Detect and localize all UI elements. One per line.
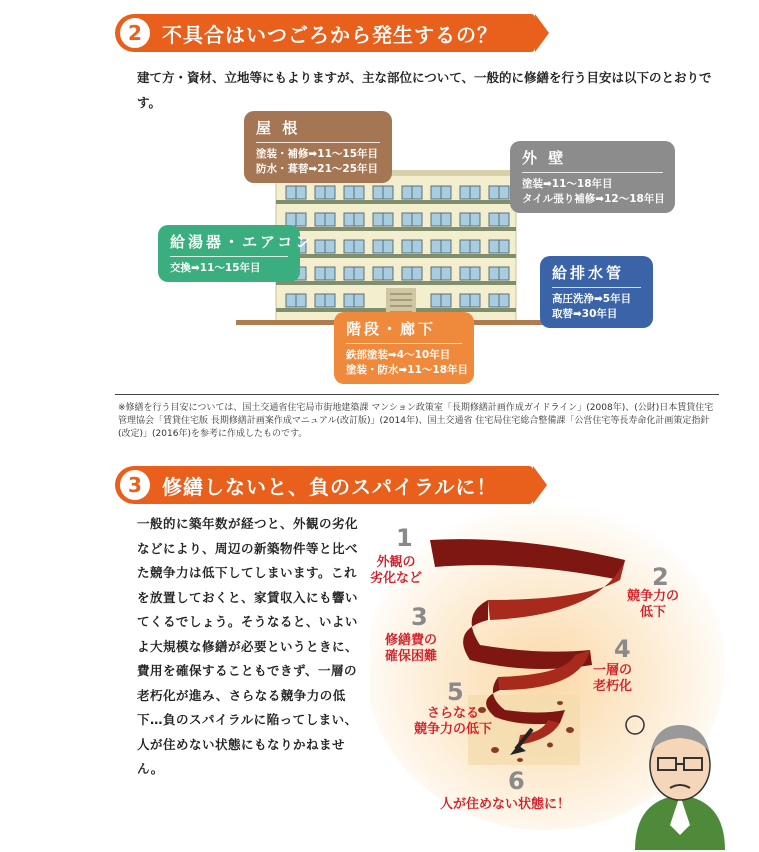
- spiral-step-3-number: 3: [411, 603, 428, 631]
- wall-label: [510, 141, 675, 213]
- roof-label-title: 屋 根: [256, 117, 380, 143]
- section-2-header: [115, 14, 535, 52]
- section-2-number: 2: [120, 18, 150, 48]
- spiral-step-6-label: [440, 797, 570, 813]
- water-pipe-label-line-1: 高圧洗浄➡5年目: [552, 293, 632, 305]
- roof-label-line-2: 防水・葺替➡21〜25年目: [256, 163, 379, 175]
- spiral-step-3-text: 修繕費の 確保困難: [385, 633, 438, 664]
- water-pipe-label: [540, 256, 653, 328]
- aircon-label: [158, 225, 314, 282]
- spiral-step-2-label: [627, 589, 679, 621]
- roof-label: [244, 111, 392, 183]
- water-pipe-label-line-2: 取替➡30年目: [552, 308, 618, 320]
- spiral-step-4-text: 一層の 老朽化: [593, 663, 633, 694]
- section-3-title: 修繕しないと、負のスパイラルに！: [162, 474, 498, 499]
- spiral-step-2-number: 2: [652, 563, 669, 591]
- wall-label-line-1: 塗装➡11〜18年目: [522, 178, 613, 190]
- stairs-label-line-1: 鉄部塗装➡4〜10年目: [346, 349, 451, 361]
- spiral-step-5-text: さらなる 競争力の低下: [414, 706, 493, 737]
- spiral-step-3-label: [385, 633, 437, 665]
- stairs-label-line-2: 塗装・防水➡11〜18年目: [346, 364, 469, 376]
- section-3-body: 一般的に築年数が経つと、外観の劣化などにより、周辺の新築物件等と比べた競争力は低下してしまいます。これを放置しておくと、家賃収入にも響いてくるでしょう。そうなると、いよいよ大規模な修繕が必要というときに、費用を確保することもできず、一層の老朽化が進み、さらなる競争力の低下…負のスパイラルに陥ってしまい、人が住めない状態にもなりかねません。: [137, 516, 359, 776]
- aircon-label-title: 給湯器・エアコン: [170, 231, 288, 257]
- section-3-number: 3: [120, 470, 150, 500]
- aircon-label-line-1: 交換➡11〜15年目: [170, 262, 261, 274]
- section-3-header: [115, 466, 533, 504]
- spiral-step-1-label: [370, 555, 422, 587]
- spiral-step-2-text: 競争力の 低下: [627, 589, 680, 620]
- spiral-step-1-number: 1: [396, 524, 413, 552]
- spiral-step-4-number: 4: [614, 635, 631, 663]
- stairs-label-title: 階段・廊下: [346, 318, 462, 344]
- spiral-step-6-text: 人が住めない状態に！: [440, 797, 571, 812]
- spiral-step-5-number: 5: [447, 678, 464, 706]
- spiral-step-1-text: 外観の 劣化など: [370, 555, 423, 586]
- wall-label-title: 外 壁: [522, 147, 663, 173]
- stairs-label: [334, 312, 474, 384]
- roof-label-line-1: 塗装・補修➡11〜15年目: [256, 148, 379, 160]
- spiral-step-5-label: [414, 706, 492, 738]
- spiral-step-6-number: 6: [508, 767, 525, 795]
- wall-label-line-2: タイル張り補修➡12〜18年目: [522, 193, 665, 205]
- section-2-intro: 建て方・資材、立地等にもよりますが、主な部位について、一般的に修繕を行う目安は以下のとおりです。: [137, 70, 712, 110]
- source-note: ※修繕を行う目安については、国土交通省住宅局市街地建築課 マンション政策室「長期修繕計画作成ガイドライン」(2008年)、(公財)日本賃貸住宅管理協会「賃貸住宅版 長期修繕計画案作成マニュアル(改訂版)」(2014年)、国土交通省 住宅局住宅総合整備課「公営住宅等長寿命化計画策定指針(改定)」(2016年)を参考に作成したものです。: [118, 403, 714, 439]
- note-divider: [115, 394, 719, 395]
- spiral-step-4-label: [593, 663, 632, 695]
- section-2-title: 不具合はいつごろから発生するの？: [162, 22, 498, 47]
- water-pipe-label-title: 給排水管: [552, 262, 641, 288]
